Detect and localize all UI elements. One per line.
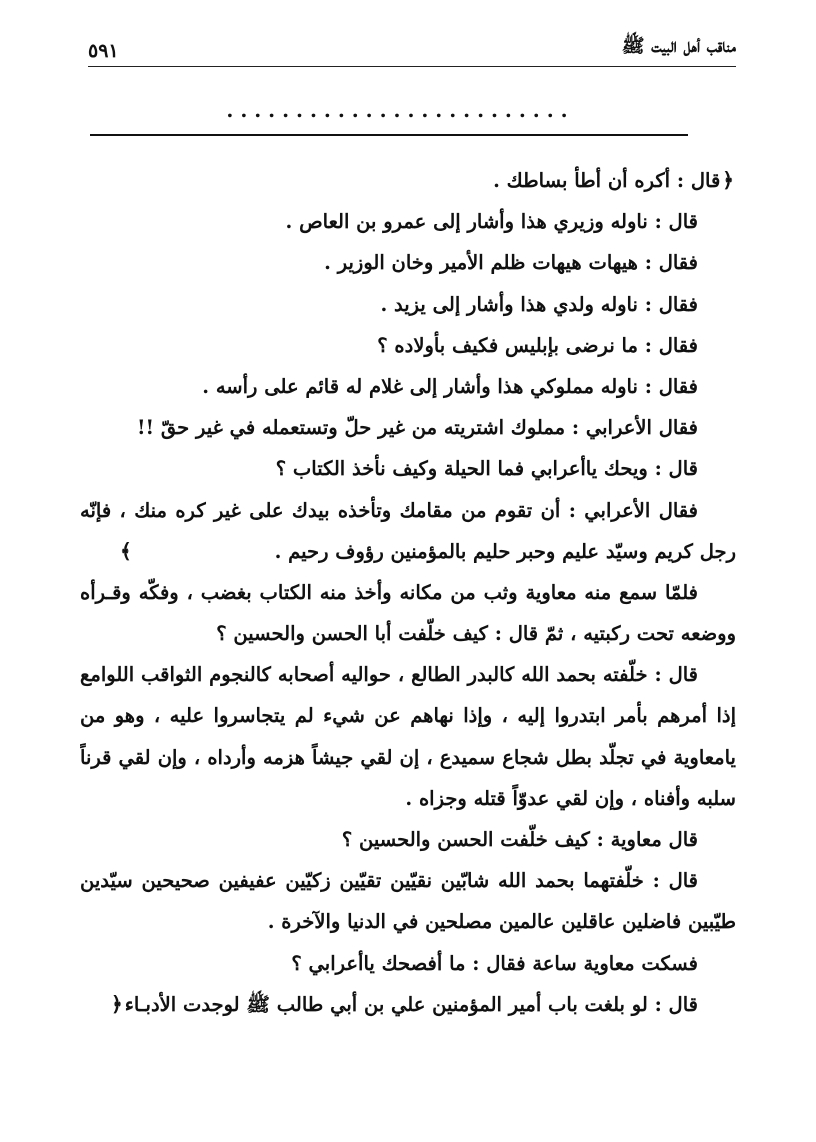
text-line: قال : لو بلغت باب أمير المؤمنين علي بن أبي طالب ﷺ لوجدت الأدبـاء﴿	[80, 984, 736, 1025]
text-line: طيّبين فاضلين عاقلين عالمين مصلحين في الدنيا والآخرة .	[267, 910, 736, 934]
text-line: فسكت معاوية ساعة فقال : ما أفصحك ياأعرابي ؟	[291, 951, 698, 975]
text-line: قال : خلّفتهما بحمد الله شابّين نقيّين تقيّين زكيّين عفيفين صحيحين سيّدين	[80, 869, 698, 893]
text-line: فقال : ما نرضى بإبليس فكيف بأولاده ؟	[377, 333, 698, 357]
text-line: فقال الأعرابي : مملوك اشتريته من غير حلّ وتستعمله في غير حقّ !!	[137, 416, 698, 440]
text-line: قال : خلّفته بحمد الله كالبدر الطالع ، حواليه أصحابه كالنجوم الثواقب اللوامع	[80, 663, 698, 687]
page-header	[88, 30, 736, 67]
running-title: مناقب أهل البيت ﷺ	[621, 35, 736, 57]
ellipsis-separator: . . . . . . . . . . . . . . . . . . . . . . . . .	[226, 98, 568, 122]
page-number: ٥٩١	[88, 40, 119, 62]
text-line: إذا أمرهم بأمر ابتدروا إليه ، وإذا نهاهم عن شيء لم يتجاسروا عليه ، وهو من	[80, 704, 736, 728]
text-line: يامعاوية في تجلّد بطل شجاع سميدع ، إن لقي جيشاً هزمه وأرداه ، وإن لقي قرناً	[80, 745, 736, 769]
text-line: فقال الأعرابي : أن تقوم من مقامك وتأخذه بيدك على غير كره منك ، فإنّه	[80, 498, 698, 522]
text-line: رجل كريم وسيّد عليم وحبر حليم بالمؤمنين رؤوف رحيم . ﴾	[80, 531, 736, 572]
text-line: سلبه وأفناه ، وإن لقي عدوّاً قتله وجزاه .	[405, 786, 736, 810]
close-quote-mark: ﴾	[120, 538, 132, 563]
text-line: ﴿قال : أكره أن أطأ بساطك .	[80, 160, 736, 201]
open-quote-mark: ﴿	[110, 991, 123, 1016]
text-line: قال : ناوله وزيري هذا وأشار إلى عمرو بن العاص .	[285, 210, 698, 234]
open-quote-mark: ﴿	[722, 168, 734, 192]
text-line: قال معاوية : كيف خلّفت الحسن والحسين ؟	[341, 828, 698, 851]
text-line: فلمّا سمع منه معاوية وثب من مكانه وأخذ منه الكتاب بغضب ، وفكّه وقـرأه	[80, 580, 698, 604]
section-divider	[90, 134, 688, 136]
text-line: قال : ويحك ياأعرابي فما الحيلة وكيف نأخذ الكتاب ؟	[275, 457, 698, 481]
text-line: ووضعه تحت ركبتيه ، ثمّ قال : كيف خلّفت أبا الحسن والحسين ؟	[216, 622, 736, 646]
text-line: فقال : ناوله مملوكي هذا وأشار إلى غلام له قائم على رأسه .	[202, 374, 698, 398]
text-line: فقال : هيهات هيهات ظلم الأمير وخان الوزير .	[324, 251, 698, 275]
body-text	[80, 160, 736, 1025]
text-line: فقال : ناوله ولدي هذا وأشار إلى يزيد .	[380, 292, 698, 316]
